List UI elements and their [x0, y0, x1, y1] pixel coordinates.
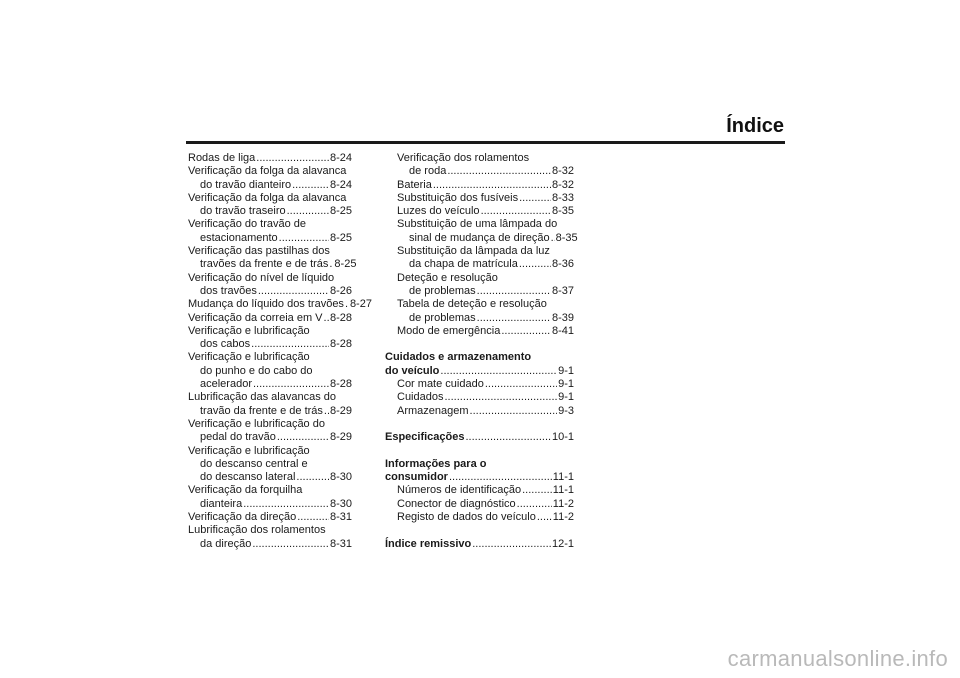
- toc-entry-text: Verificação do nível de líquido: [188, 271, 335, 284]
- toc-page-number: 8-28: [329, 311, 352, 324]
- toc-chapter-9[interactable]: [385, 351, 574, 378]
- toc-leader-dots: [329, 258, 333, 271]
- watermark: carmanualsonline.info: [727, 646, 948, 671]
- toc-entry[interactable]: [188, 218, 352, 245]
- toc-leader-dots: [252, 538, 329, 551]
- toc-leader-dots: [258, 285, 329, 298]
- toc-chapter-title: Informações para o: [385, 457, 487, 470]
- toc-page-number: 10-1: [551, 431, 574, 444]
- toc-entry[interactable]: [385, 298, 574, 325]
- toc-leader-dots: [551, 232, 555, 245]
- toc-entry-text: Substituição dos fusíveis: [397, 191, 519, 204]
- toc-entry-text: travão da frente e de trás: [200, 404, 323, 417]
- toc-entry-text: de problemas: [409, 311, 476, 324]
- toc-entry-text: Verificação das pastilhas dos: [188, 245, 330, 258]
- toc-page-number: 8-30: [329, 497, 352, 510]
- toc-entry-text: do travão traseiro: [200, 205, 286, 218]
- toc-entry[interactable]: [188, 445, 352, 485]
- toc-chapter-title: Especificações: [385, 431, 465, 444]
- toc-leader-dots: [345, 298, 349, 311]
- toc-entry-text: dos cabos: [200, 338, 251, 351]
- toc-page-number: 11-2: [552, 511, 574, 524]
- toc-leader-dots: [481, 205, 551, 218]
- toc-entry-text: Verificação dos rolamentos: [397, 152, 530, 164]
- toc-page-number: 8-31: [329, 537, 352, 550]
- toc-entry-text: Verificação e lubrificação do: [188, 417, 325, 430]
- toc-page-number: 8-31: [329, 511, 352, 524]
- toc-leader-dots: [324, 405, 329, 418]
- toc-chapter-10[interactable]: [385, 431, 574, 444]
- toc-group-chapter9: [385, 378, 574, 418]
- toc-entry-text: Mudança do líquido dos travões: [188, 298, 344, 311]
- toc-entry[interactable]: [188, 391, 352, 418]
- toc-entry[interactable]: [188, 165, 352, 192]
- toc-entry[interactable]: [385, 484, 574, 497]
- toc-column-left: [188, 152, 372, 551]
- toc-entry-text: dos travões: [200, 284, 257, 297]
- toc-page-number: 8-27: [349, 298, 372, 311]
- toc-entry[interactable]: [385, 179, 574, 192]
- toc-page-number: 12-1: [551, 537, 574, 550]
- toc-entry-text: Verificação e lubrificação: [188, 444, 310, 457]
- toc-leader-dots: [433, 179, 551, 192]
- toc-entry-text: Verificação da folga da alavanca: [188, 191, 347, 204]
- toc-entry[interactable]: [188, 298, 372, 311]
- toc-column-right: [385, 152, 578, 551]
- toc-page-number: 9-1: [558, 364, 574, 377]
- toc-entry-text: da chapa de matrícula: [409, 258, 518, 271]
- toc-entry-text: travões da frente e de trás: [200, 258, 329, 271]
- toc-leader-dots: [256, 152, 329, 165]
- toc-leader-dots: [287, 205, 329, 218]
- toc-entry-text: Registo de dados do veículo: [397, 511, 536, 524]
- toc-page-number: 8-30: [329, 471, 352, 484]
- toc-page-number: 8-24: [329, 178, 352, 191]
- page-title: Índice: [726, 115, 784, 137]
- toc-entry-text: acelerador: [200, 378, 252, 391]
- toc-entry[interactable]: [385, 272, 574, 299]
- toc-chapter-title: Índice remissivo: [385, 537, 472, 550]
- toc-leader-dots: [251, 338, 329, 351]
- toc-entry-text: do descanso lateral: [200, 471, 296, 484]
- toc-entry-text: Verificação da folga da alavanca: [188, 165, 347, 178]
- toc-leader-dots: [477, 312, 551, 325]
- toc-chapter-11[interactable]: [385, 458, 574, 485]
- toc-entry-text: Números de identificação: [397, 484, 522, 497]
- toc-entry-text: Lubrificação dos rolamentos: [188, 524, 326, 537]
- toc-page-number: 8-33: [551, 191, 574, 204]
- toc-page-number: 11-1: [552, 484, 574, 497]
- toc-entry-text: Verificação da direção: [188, 511, 297, 524]
- toc-entry[interactable]: [385, 218, 578, 245]
- toc-entry[interactable]: [385, 192, 574, 205]
- toc-leader-dots: [519, 192, 551, 205]
- toc-entry-text: Cor mate cuidado: [397, 378, 484, 391]
- toc-entry-text: Deteção e resolução: [397, 271, 498, 284]
- toc-entry-text: Verificação da forquilha: [188, 484, 303, 497]
- toc-group-chapter8-continued: [385, 152, 578, 338]
- toc-chapter-title: Cuidados e armazenamento: [385, 351, 532, 364]
- toc-page-number: 8-36: [551, 258, 574, 271]
- toc-entry-text: Verificação e lubrificação: [188, 351, 310, 364]
- toc-leader-dots: [466, 431, 551, 444]
- toc-entry-text: Cuidados: [397, 391, 444, 404]
- toc-entry-text: de problemas: [409, 284, 476, 297]
- toc-chapter-12[interactable]: [385, 538, 574, 551]
- toc-leader-dots: [470, 405, 558, 418]
- toc-entry[interactable]: [385, 498, 574, 511]
- toc-entry[interactable]: [385, 245, 574, 272]
- toc-entry-text: Luzes do veículo: [397, 205, 480, 218]
- toc-entry[interactable]: [385, 511, 574, 524]
- toc-entry-text: de roda: [409, 165, 447, 178]
- toc-page-number: 8-24: [329, 152, 352, 164]
- toc-leader-dots: [517, 498, 552, 511]
- toc-chapter-title: consumidor: [385, 471, 448, 484]
- toc-entry[interactable]: [385, 378, 574, 391]
- toc-page-number: 8-25: [334, 258, 357, 271]
- toc-entry[interactable]: [188, 312, 352, 325]
- toc-entry[interactable]: [188, 511, 352, 524]
- toc-leader-dots: [485, 378, 557, 391]
- toc-entry[interactable]: [385, 205, 574, 218]
- toc-page-number: 11-2: [552, 497, 574, 510]
- toc-entry-text: Bateria: [397, 178, 432, 191]
- toc-entry-text: do travão dianteiro: [200, 178, 292, 191]
- toc-entry-text: Conector de diagnóstico: [397, 497, 516, 510]
- toc-leader-dots: [537, 511, 552, 524]
- toc-leader-dots: [477, 285, 551, 298]
- toc-page-number: 8-37: [551, 284, 574, 297]
- toc-page-number: 8-28: [329, 338, 352, 351]
- toc-page-number: 8-25: [329, 231, 352, 244]
- toc-group-chapter11: [385, 484, 574, 524]
- toc-page-number: 8-32: [551, 165, 574, 178]
- toc-entry[interactable]: [188, 484, 352, 511]
- toc-page-number: 8-41: [551, 324, 574, 337]
- toc-page-number: 8-25: [329, 205, 352, 218]
- toc-leader-dots: [243, 498, 329, 511]
- toc-leader-dots: [277, 431, 329, 444]
- toc-page-number: 9-1: [558, 391, 574, 404]
- toc-entry[interactable]: [188, 245, 357, 272]
- toc-leader-dots: [501, 325, 551, 338]
- toc-entry[interactable]: [188, 351, 352, 391]
- toc-entry[interactable]: [188, 192, 352, 219]
- toc-entry[interactable]: [385, 152, 574, 179]
- toc-entry-text: pedal do travão: [200, 431, 276, 444]
- header-rule: [186, 141, 785, 144]
- toc-leader-dots: [253, 378, 329, 391]
- toc-entry-text: do punho e do cabo do: [200, 364, 313, 377]
- toc-leader-dots: [292, 179, 329, 192]
- toc-entry-text: Verificação do travão de: [188, 218, 307, 231]
- toc-entry-text: Lubrificação das alavancas do: [188, 391, 336, 404]
- toc-entry-text: da direção: [200, 537, 252, 550]
- toc-entry-text: Tabela de deteção e resolução: [397, 298, 547, 311]
- toc-leader-dots: [297, 511, 329, 524]
- toc-leader-dots: [447, 165, 551, 178]
- toc-page-number: 8-32: [551, 178, 574, 191]
- toc-leader-dots: [522, 484, 552, 497]
- toc-entry[interactable]: [188, 152, 352, 165]
- toc-chapter-title: do veículo: [385, 364, 440, 377]
- toc-page-number: 9-3: [558, 404, 574, 417]
- toc-leader-dots: [444, 391, 557, 404]
- toc-entry-text: Rodas de liga: [188, 152, 256, 164]
- toc-leader-dots: [324, 312, 329, 325]
- toc-entry-text: Substituição de uma lâmpada do: [397, 218, 558, 231]
- toc-leader-dots: [472, 538, 551, 551]
- toc-leader-dots: [449, 471, 552, 484]
- toc-entry[interactable]: [188, 418, 352, 445]
- toc-page-number: 8-29: [329, 404, 352, 417]
- toc-entry-text: Verificação e lubrificação: [188, 324, 310, 337]
- toc-page-number: 8-35: [555, 231, 578, 244]
- toc-leader-dots: [279, 232, 329, 245]
- toc-entry-text: do descanso central e: [200, 457, 308, 470]
- toc-entry-text: Verificação da correia em V: [188, 311, 323, 324]
- toc-entry-text: Modo de emergência: [397, 324, 501, 337]
- toc-entry-text: Substituição da lâmpada da luz: [397, 245, 550, 258]
- toc-page-number: 9-1: [558, 378, 574, 391]
- toc-entry-text: sinal de mudança de direção: [409, 231, 550, 244]
- toc-entry-text: Armazenagem: [397, 404, 469, 417]
- toc-entry[interactable]: [385, 405, 574, 418]
- toc-entry[interactable]: [188, 524, 352, 551]
- toc-page-number: 8-29: [329, 431, 352, 444]
- toc-page-number: 8-39: [551, 311, 574, 324]
- toc-entry[interactable]: [188, 272, 352, 299]
- toc-leader-dots: [296, 471, 329, 484]
- toc-leader-dots: [519, 258, 551, 271]
- toc-entry-text: estacionamento: [200, 231, 278, 244]
- toc-entry[interactable]: [385, 325, 574, 338]
- toc-page-number: 8-26: [329, 284, 352, 297]
- toc-page-number: 11-1: [552, 471, 574, 484]
- toc-page-number: 8-28: [329, 378, 352, 391]
- toc-entry[interactable]: [188, 325, 352, 352]
- toc-page-number: 8-35: [551, 205, 574, 218]
- toc-leader-dots: [440, 365, 557, 378]
- toc-entry-text: dianteira: [200, 497, 243, 510]
- toc-entry[interactable]: [385, 391, 574, 404]
